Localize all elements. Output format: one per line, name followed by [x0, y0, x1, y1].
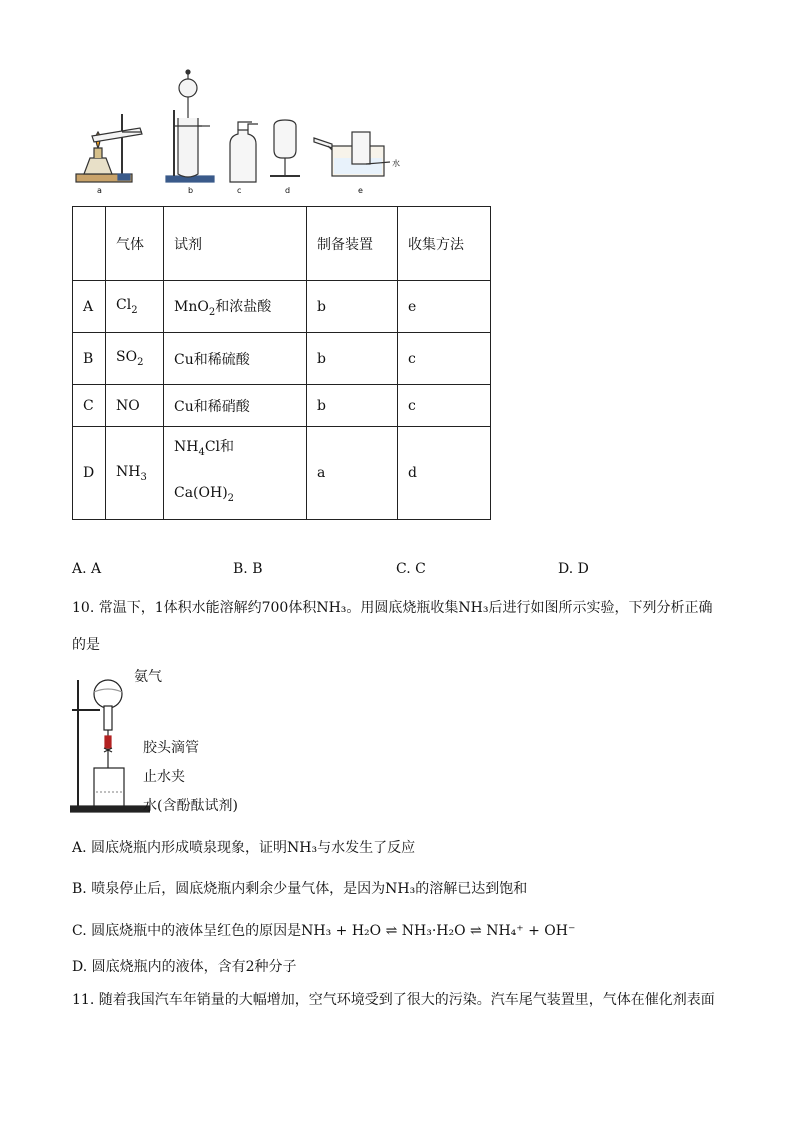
fig-label-water: 水(含酚酞试剂): [143, 798, 238, 814]
caption-e: e: [358, 186, 363, 195]
water-label: 水: [392, 159, 400, 168]
row-gas: $Cl_2$: [106, 281, 164, 333]
caption-d: d: [285, 186, 291, 195]
q10-stem-line1: 10. 常温下，1体积水能溶解约700体积NH₃。用圆底烧瓶收集NH₃后进行如图所示实验，下列分析正确: [72, 600, 713, 616]
q10-stem-line2: 的是: [72, 637, 100, 653]
q9-option-d: D. D: [558, 561, 589, 577]
row-prep: b: [307, 385, 398, 427]
header-reagent: 试剂: [164, 207, 307, 281]
table-row: [73, 385, 491, 427]
row-collect: c: [398, 385, 491, 427]
q10-option-c: C. 圆底烧瓶中的液体呈红色的原因是NH₃ + H₂O ⇌ NH₃·H₂O ⇌ NH₄⁺ + OH⁻: [72, 923, 576, 939]
row-collect: d: [398, 427, 491, 520]
header-id: [73, 207, 106, 281]
row-gas: $SO_2$: [106, 333, 164, 385]
table-row: [73, 333, 491, 385]
gas-prep-table: [72, 206, 491, 520]
q11-stem: 11. 随着我国汽车年销量的大幅增加，空气环境受到了很大的污染。汽车尾气装置里，气体在催化剂表面: [72, 992, 715, 1008]
table-row: [73, 427, 491, 520]
caption-a: a: [97, 186, 102, 195]
q10-option-d: D. 圆底烧瓶内的液体，含有2种分子: [72, 959, 297, 975]
q10-option-a: A. 圆底烧瓶内形成喷泉现象，证明NH₃与水发生了反应: [72, 840, 416, 856]
q9-option-b: B. B: [233, 561, 263, 577]
row-reagent: MnO$_2$和浓盐酸: [164, 281, 307, 333]
row-prep: b: [307, 333, 398, 385]
q10-option-b: B. 喷泉停止后，圆底烧瓶内剩余少量气体，是因为NH₃的溶解已达到饱和: [72, 881, 528, 897]
fountain-figure: [70, 668, 150, 818]
fig-label-dropper: 胶头滴管: [143, 740, 199, 756]
row-prep: b: [307, 281, 398, 333]
row-reagent: $NH_4Cl$和 $Ca(OH)_2$: [164, 427, 307, 520]
apparatus-figure: [70, 66, 410, 196]
fig-label-clamp: 止水夹: [143, 769, 185, 785]
row-reagent: Cu和稀硫酸: [164, 333, 307, 385]
row-collect: c: [398, 333, 491, 385]
row-id: C: [73, 385, 106, 427]
q9-option-c: C. C: [396, 561, 426, 577]
row-id: B: [73, 333, 106, 385]
header-prep: 制备装置: [307, 207, 398, 281]
row-id: D: [73, 427, 106, 520]
row-gas: NO: [106, 385, 164, 427]
header-collect: 收集方法: [398, 207, 491, 281]
table-row: [73, 281, 491, 333]
apparatus-e: [314, 132, 390, 176]
row-collect: e: [398, 281, 491, 333]
row-gas: $NH_3$: [106, 427, 164, 520]
apparatus-d: [270, 120, 300, 176]
q9-option-a: A. A: [72, 561, 102, 577]
fig-label-ammonia: 氨气: [134, 669, 162, 685]
apparatus-a: [76, 114, 142, 182]
row-reagent: Cu和稀硝酸: [164, 385, 307, 427]
header-gas: 气体: [106, 207, 164, 281]
row-prep: a: [307, 427, 398, 520]
row-id: A: [73, 281, 106, 333]
apparatus-c: [230, 122, 258, 182]
caption-b: b: [188, 186, 194, 195]
apparatus-b: [166, 70, 214, 182]
caption-c: c: [237, 186, 242, 195]
table-header-row: [73, 207, 491, 281]
